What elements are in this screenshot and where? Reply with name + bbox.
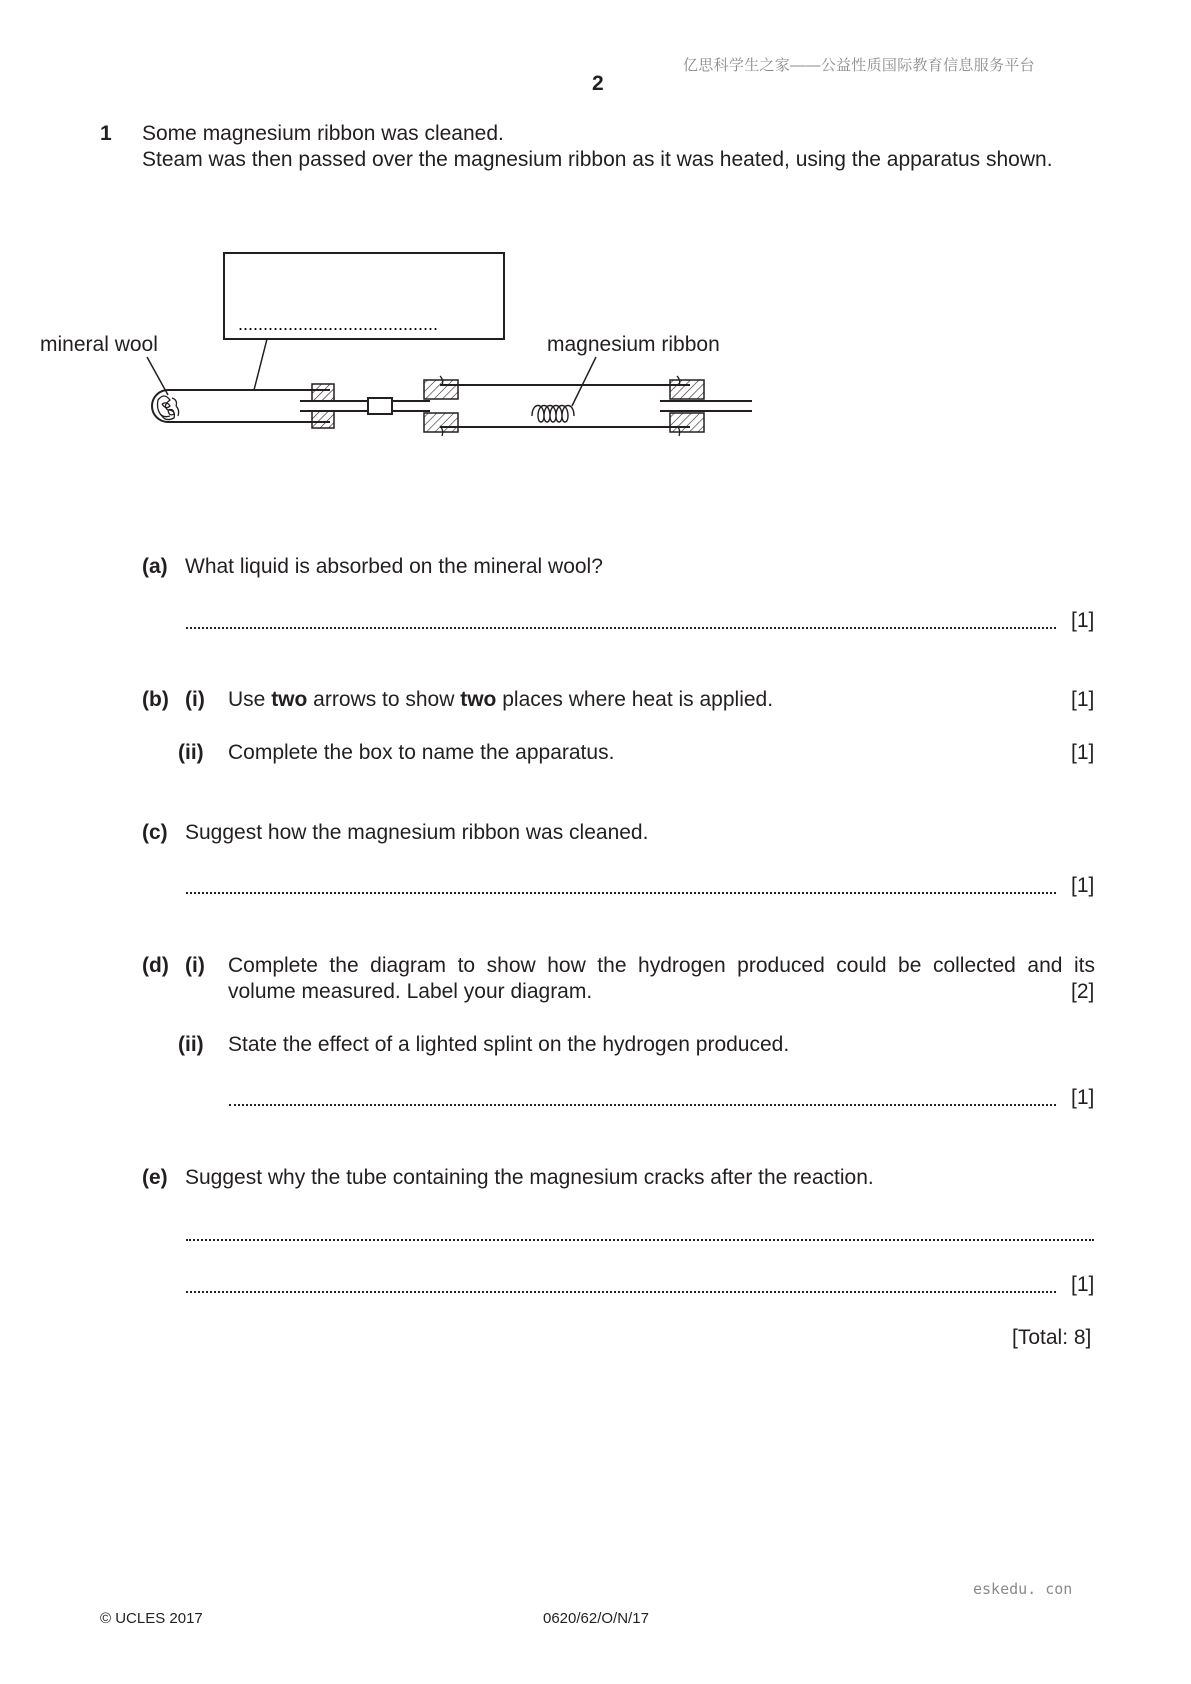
label-magnesium-ribbon: magnesium ribbon xyxy=(547,333,720,356)
part-b-i-label: (i) xyxy=(185,688,205,711)
question-number: 1 xyxy=(100,122,112,145)
part-c-mark: [1] xyxy=(1071,874,1095,897)
page-number: 2 xyxy=(592,72,604,95)
part-a-mark: [1] xyxy=(1071,609,1095,632)
rubber-connector xyxy=(368,398,392,414)
box-leader-line xyxy=(254,339,267,390)
part-b-ii-question: Complete the box to name the apparatus. xyxy=(228,741,615,764)
intro-line-2: Steam was then passed over the magnesium ribbon as it was heated, using the apparatus shown. xyxy=(142,148,1053,171)
part-d-ii-answer-line[interactable] xyxy=(229,1104,1056,1106)
mineral-wool-plug xyxy=(158,396,179,420)
part-a-question: What liquid is absorbed on the mineral wool? xyxy=(185,555,603,578)
bung-1-bottom xyxy=(312,411,334,428)
bung-3-bottom xyxy=(670,413,704,432)
apparatus-box-dots: ........................................ xyxy=(238,314,439,334)
part-c-question: Suggest how the magnesium ribbon was cleaned. xyxy=(185,821,649,844)
bung-3-top xyxy=(670,380,704,399)
intro-line-1: Some magnesium ribbon was cleaned. xyxy=(142,122,504,145)
bung-1-top xyxy=(312,384,334,401)
part-c-answer-line[interactable] xyxy=(186,892,1056,894)
site-watermark: eskedu. con xyxy=(973,1580,1073,1598)
footer-code: 0620/62/O/N/17 xyxy=(543,1610,649,1627)
label-mineral-wool: mineral wool xyxy=(40,333,158,356)
bung-2-bottom xyxy=(424,413,458,432)
part-b-i-mark: [1] xyxy=(1071,688,1095,711)
part-d-ii-label: (ii) xyxy=(178,1033,204,1056)
part-e-question: Suggest why the tube containing the magnesium cracks after the reaction. xyxy=(185,1166,874,1189)
part-d-i-label: (i) xyxy=(185,954,205,977)
part-e-answer-line-2[interactable] xyxy=(186,1291,1056,1293)
part-d-i-question-line1: Complete the diagram to show how the hydrogen produced could be collected and its xyxy=(228,954,1095,977)
total-marks: [Total: 8] xyxy=(1012,1326,1092,1349)
part-e-mark: [1] xyxy=(1071,1273,1095,1296)
boiling-tube xyxy=(152,390,330,422)
part-b-i-question: Use two arrows to show two places where heat is applied. xyxy=(228,688,774,711)
footer-copyright: © UCLES 2017 xyxy=(100,1610,203,1627)
magnesium-leader xyxy=(572,357,596,406)
part-d-ii-question: State the effect of a lighted splint on the hydrogen produced. xyxy=(228,1033,790,1056)
watermark-text: 亿思科学生之家——公益性质国际教育信息服务平台 xyxy=(683,57,1035,74)
bung-2-top xyxy=(424,380,458,399)
part-c-label: (c) xyxy=(142,821,168,844)
part-d-i-mark: [2] xyxy=(1071,980,1095,1003)
part-d-ii-mark: [1] xyxy=(1071,1086,1095,1109)
part-a-label: (a) xyxy=(142,555,168,578)
part-e-label: (e) xyxy=(142,1166,168,1189)
part-b-ii-mark: [1] xyxy=(1071,741,1095,764)
part-d-i-question-line2: volume measured. Label your diagram. xyxy=(228,980,593,1003)
magnesium-ribbon-coil xyxy=(532,406,574,423)
part-d-label: (d) xyxy=(142,954,169,977)
part-b-label: (b) xyxy=(142,688,169,711)
part-b-ii-label: (ii) xyxy=(178,741,204,764)
apparatus-diagram xyxy=(0,230,780,440)
part-a-answer-line[interactable] xyxy=(186,627,1056,629)
part-e-answer-line-1[interactable] xyxy=(186,1239,1094,1241)
